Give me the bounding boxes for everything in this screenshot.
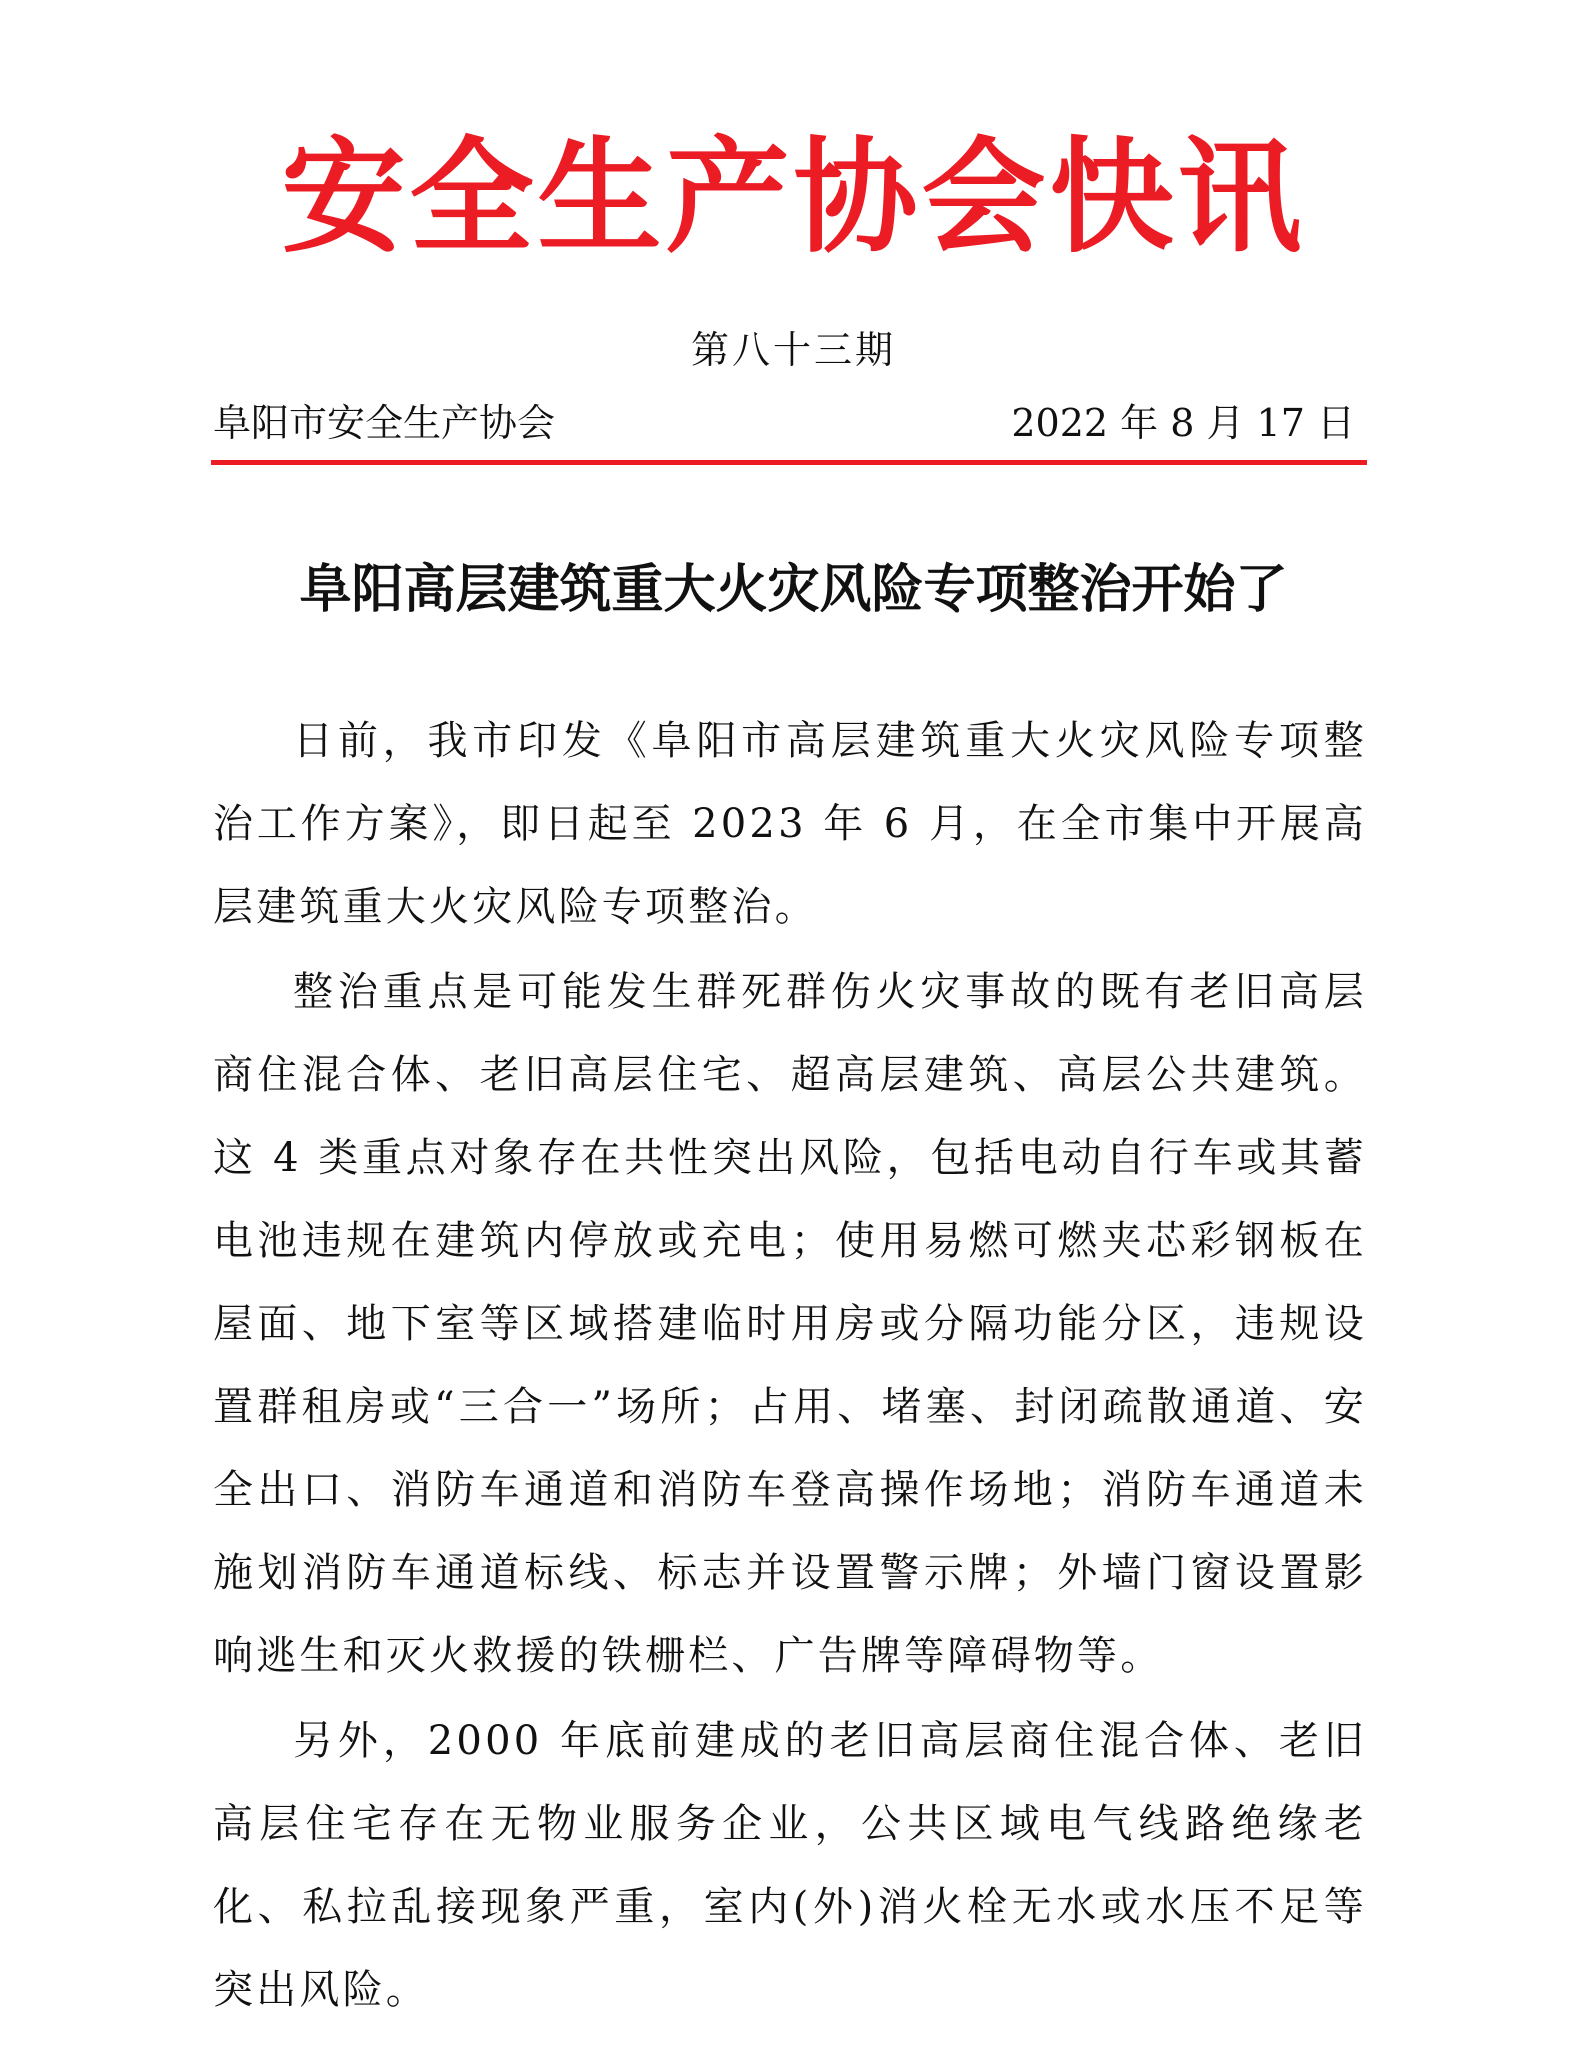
article-title: 阜阳高层建筑重大火灾风险专项整治开始了 <box>299 560 1288 620</box>
article-body <box>213 700 1367 2034</box>
publication-date: 2022 年 8 月 17 日 <box>1011 401 1355 445</box>
article-paragraph: 日前，我市印发《阜阳市高层建筑重大火灾风险专项整治工作方案》，即日起至 2023 年 6 月，在全市集中开展高层建筑重大火灾风险专项整治。 <box>213 718 1367 930</box>
header-divider <box>211 460 1367 465</box>
publisher-name: 阜阳市安全生产协会 <box>213 401 556 445</box>
article-paragraph: 另外，2000 年底前建成的老旧高层商住混合体、老旧高层住宅存在无物业服务企业，公共区域电气线路绝缘老化、私拉乱接现象严重，室内(外)消火栓无水或水压不足等突出风险。 <box>213 1718 1367 2013</box>
masthead-title: 安全生产协会快讯 <box>281 126 1306 270</box>
issue-number: 第八十三期 <box>690 328 896 372</box>
publication-meta <box>213 398 1365 448</box>
article-paragraph: 整治重点是可能发生群死群伤火灾事故的既有老旧高层商住混合体、老旧高层住宅、超高层建筑、高层公共建筑。这 4 类重点对象存在共性突出风险，包括电动自行车或其蓄电池违规在建筑内停放或充电；使用易燃可燃夹芯彩钢板在屋面、地下室等区域搭建临时用房或分隔功能分区，违规设置群租房或“三合一”场所；占用、堵塞、封闭疏散通道、安全出口、消防车通道和消防车登高操作场地；消防车通道未施划消防车通道标线、标志并设置警示牌；外墙门窗设置影响逃生和灭火救援的铁栅栏、广告牌等障碍物等。 <box>213 969 1367 1679</box>
